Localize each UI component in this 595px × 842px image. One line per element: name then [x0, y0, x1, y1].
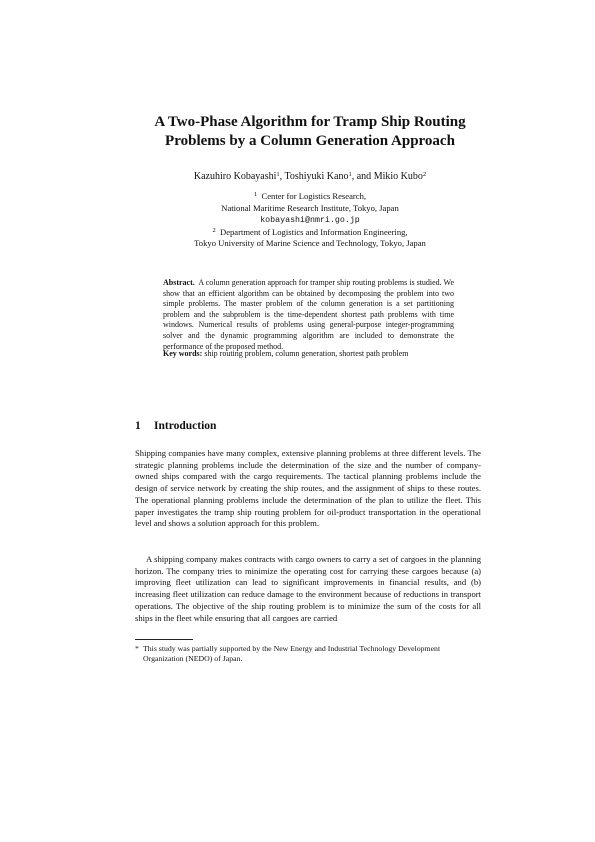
section-number: 1 [135, 420, 141, 432]
section-heading [135, 419, 216, 433]
abstract-text: A column generation approach for tramper ship routing problems is studied. We show that an efficient algorithm can be obtained by decomposing the problem into two simple problems. The master problem of the column generation is a set partitioning problem and the subproblem is the time-dependent shortest path problems with time windows. Numerical results of problems using general-purpose integer-programming solver and the dynamic programming algorithm are included to demonstrate the performance of the proposed method. [163, 278, 455, 351]
keywords-text: ship routing problem, column generation, shortest path problem [204, 349, 409, 358]
affiliation-2-line-2: Tokyo University of Marine Science and Technology, Tokyo, Japan [194, 238, 426, 248]
affiliation-1-line-1: Center for Logistics Research, [261, 191, 367, 201]
title-line-2: Problems by a Column Generation Approach [165, 133, 455, 149]
author-separator: , [279, 171, 285, 182]
title-line-1: A Two-Phase Algorithm for Tramp Ship Routing [154, 114, 466, 130]
author-email: kobayashi@nmri.go.jp [260, 216, 360, 225]
author-name: Toshiyuki Kano [284, 171, 349, 182]
abstract-label: Abstract. [163, 278, 195, 287]
author-affiliation-mark: 2 [422, 171, 427, 178]
footnote [135, 644, 481, 665]
affiliation-2-line-1: Department of Logistics and Information Engineering, [219, 226, 408, 237]
abstract [163, 278, 454, 352]
author-name: Mikio Kubo [373, 171, 423, 182]
author-affiliation-mark: 1 [348, 171, 352, 178]
keywords-label: Key words: [163, 349, 203, 358]
footnote-mark: * [135, 644, 139, 653]
body-paragraph-1: Shipping companies have many complex, extensive planning problems at three different levels. The strategic planning problems include the determination of the size and the number of company-owned ships compared with the cargo requirements. The tactical planning problems include the design of service network by creating the ship routes, and the assignment of ships to these routes. The operational planning problems include the determination of the plan to utilize the fleet. This paper investigates the tramp ship routing problem for oil-product transportation in the operational level and shows a solution approach for this problem. [135, 448, 481, 529]
footnote-text: This study was partially supported by the New Energy and Industrial Technology Development Organization (NEDO) of Japan. [143, 644, 441, 664]
author-list [100, 170, 520, 183]
author-name: Kazuhiro Kobayashi [193, 171, 277, 182]
affiliation-1-line-2: National Maritime Research Institute, Tokyo, Japan [221, 202, 399, 213]
paper-title [100, 113, 520, 151]
footnote-divider [135, 639, 193, 640]
affiliation-mark-1: 1 [253, 191, 258, 198]
author-separator: , and [351, 171, 374, 182]
author-affiliation-mark: 1 [276, 171, 280, 178]
affiliation-mark-2: 2 [212, 226, 216, 234]
affiliations [100, 191, 520, 250]
body-paragraph-2: A shipping company makes contracts with cargo owners to carry a set of cargoes in the planning horizon. The company tries to minimize the operating cost for carrying these cargoes because (a) improving fleet utilization can lead to significant improvements in financial results, and (b) increasing fleet utilization can reduce damage to the environment because of reductions in transport operations. The objective of the ship routing problem is to minimize the sum of the costs for all ships in the fleet while ensuring that all cargoes are carried [135, 554, 481, 623]
keywords [163, 349, 454, 360]
section-title: Introduction [154, 420, 217, 432]
